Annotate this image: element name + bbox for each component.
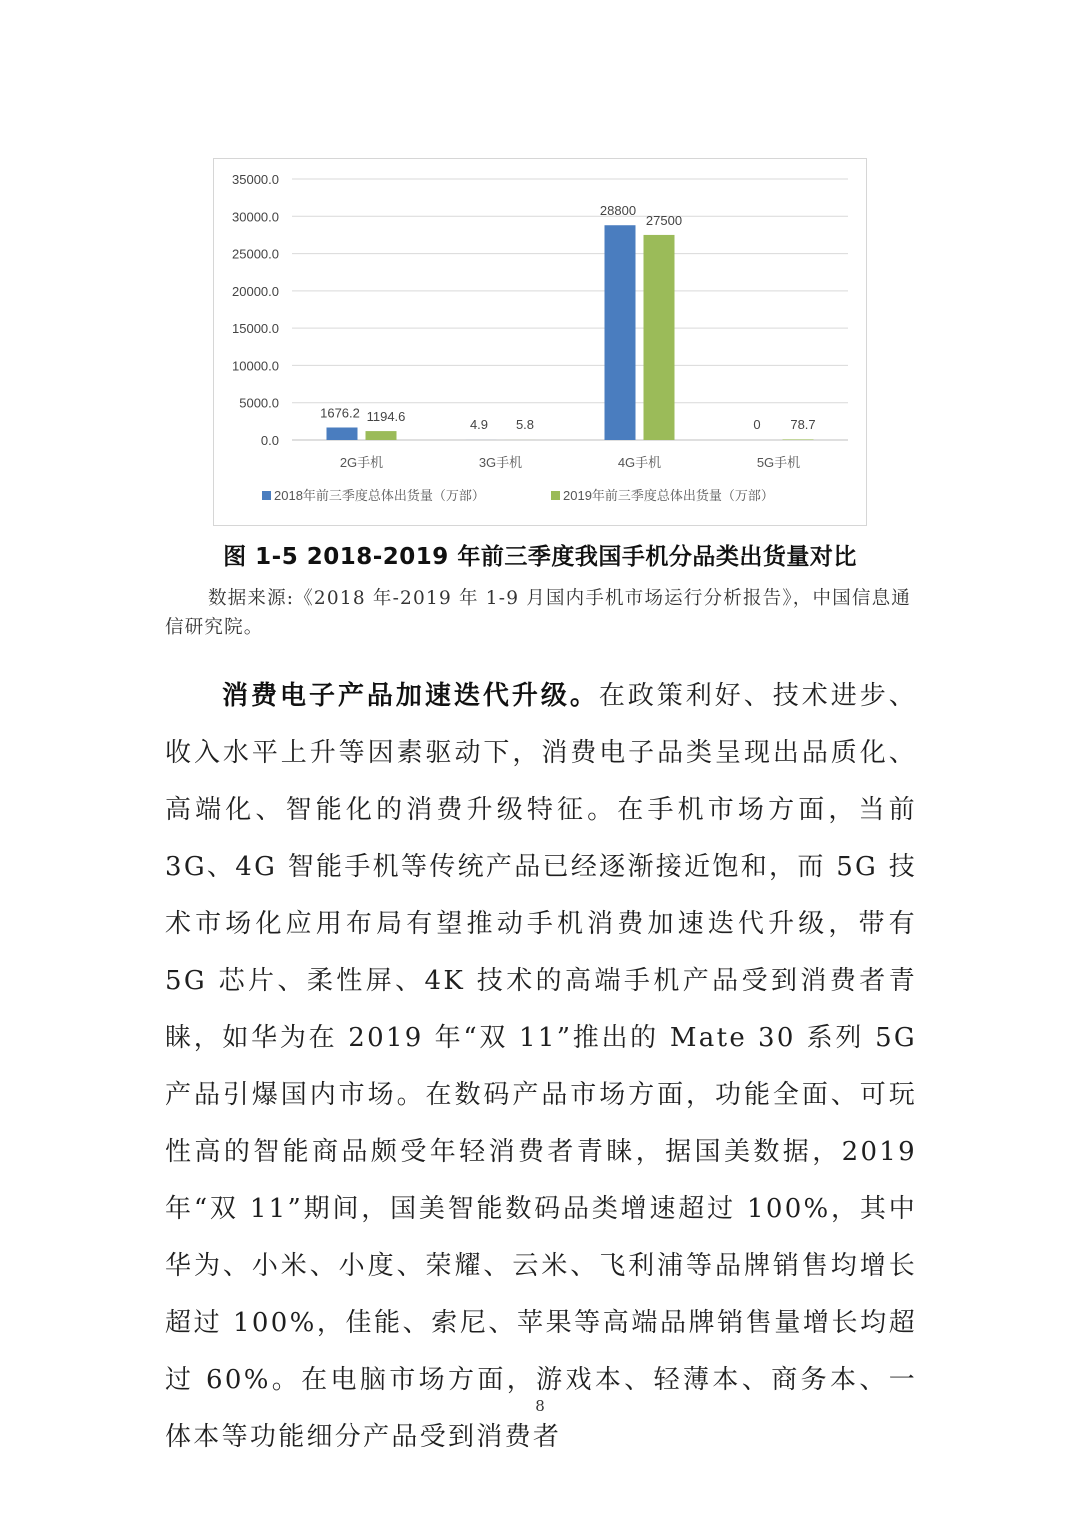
paragraph-lead: 消费电子产品加速迭代升级。 <box>222 681 599 711</box>
bar-chart <box>214 159 866 525</box>
legend-label: 2018年前三季度总体出货量（万部） <box>274 488 485 503</box>
y-tick-label: 20000.0 <box>232 283 279 299</box>
chart-container <box>213 158 867 526</box>
x-tick-label: 3G手机 <box>478 455 523 470</box>
figure-source: 数据来源:《2018 年-2019 年 1-9 月国内手机市场运行分析报告》，中国信息通信研究院。 <box>165 588 912 638</box>
y-tick-label: 30000.0 <box>232 209 279 225</box>
data-label: 5.8 <box>515 417 535 432</box>
bar <box>327 428 358 440</box>
figure-caption: 图 1-5 2018-2019 年前三季度我国手机分品类出货量对比 <box>223 544 857 570</box>
y-tick-label: 10000.0 <box>232 358 279 374</box>
y-tick-label: 25000.0 <box>232 246 279 262</box>
legend-swatch <box>262 491 271 500</box>
legend-swatch <box>551 491 560 500</box>
x-tick-label: 4G手机 <box>617 455 662 470</box>
data-label: 4.9 <box>469 417 489 432</box>
data-label: 0 <box>753 417 761 432</box>
paragraph-text: 在政策利好、技术进步、收入水平上升等因素驱动下，消费电子品类呈现出品质化、高端化、智能化的消费升级特征。在手机市场方面，当前 3G、4G 智能手机等传统产品已经逐渐接近饱和，而 5G 技术市场化应用布局有望推动手机消费加速迭代升级，带有 5G 芯片、柔性屏、4K 技术的高端手机产品受到消费者青睐，如华为在 2019 年“双 11”推出的 Mate 30 系列 5G 产品引爆国内市场。在数码产品市场方面，功能全面、可玩性高的智能商品颇受年轻消费者青睐，据国美数据，2019 年“双 11”期间，国美智能数码品类增速超过 100%，其中华为、小米、小度、荣耀、云米、飞利浦等品牌销售均增长超过 100%，佳能、索尼、苹果等高端品牌销售量增长均超过 60%。在电脑市场方面，游戏本、轻薄本、商务本、一体本等功能细分产品受到消费者 <box>165 681 917 1452</box>
data-label: 27500 <box>645 212 683 228</box>
y-tick-label: 0.0 <box>260 433 279 448</box>
data-label: 28800 <box>599 203 637 219</box>
body-paragraph <box>165 668 917 1466</box>
y-tick-label: 5000.0 <box>239 395 279 411</box>
bar <box>644 235 675 440</box>
data-label: 78.7 <box>790 417 816 432</box>
bar <box>605 225 636 440</box>
x-tick-label: 5G手机 <box>756 455 801 470</box>
y-tick-label: 35000.0 <box>232 172 279 187</box>
y-tick-label: 15000.0 <box>232 321 279 337</box>
page-number: 8 <box>535 1397 545 1415</box>
legend-label: 2019年前三季度总体出货量（万部） <box>563 488 774 503</box>
data-label: 1194.6 <box>366 409 406 425</box>
data-label: 1676.2 <box>320 405 360 421</box>
bar <box>366 431 397 440</box>
x-tick-label: 2G手机 <box>339 455 384 470</box>
bar <box>783 439 814 440</box>
